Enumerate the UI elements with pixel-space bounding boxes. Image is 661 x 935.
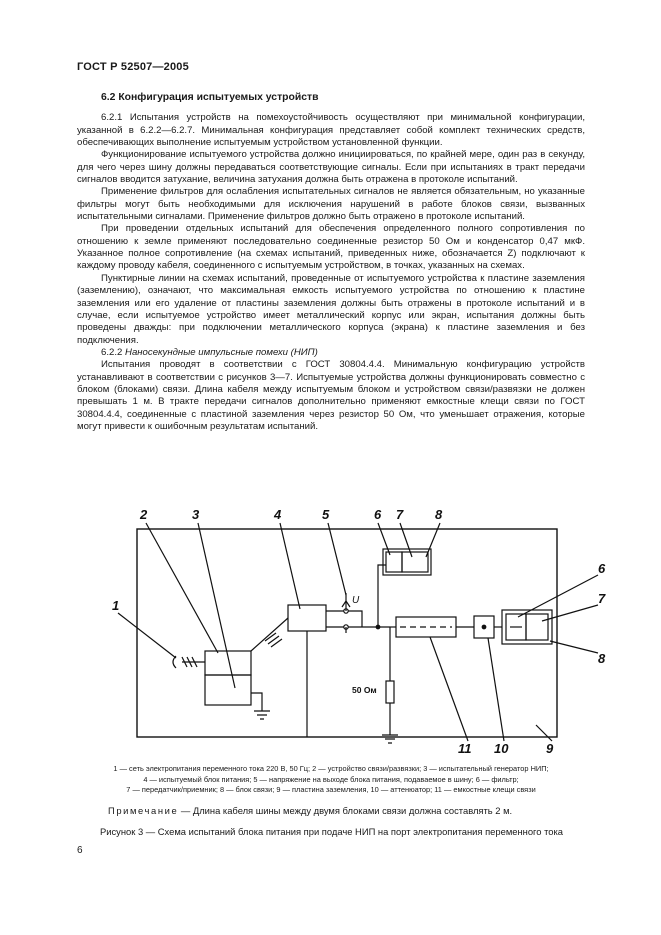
section-title: 6.2 Конфигурация испытуемых устройств bbox=[101, 92, 319, 103]
legend-line-1: 1 — сеть электропитания переменного тока 220 В, 50 Гц; 2 — устройство связи/развязки; 3 — испытательный генератор НИП; bbox=[113, 764, 549, 773]
legend-line-2: 4 — испытуемый блок питания; 5 — напряжение на выходе блока питания, подаваемое в шину; 6 — фильтр; bbox=[143, 774, 519, 784]
leader-11 bbox=[430, 637, 468, 741]
leader-4 bbox=[280, 523, 300, 609]
leader-2 bbox=[146, 523, 218, 653]
leader-9 bbox=[536, 725, 552, 741]
resistor-ground-symbol bbox=[382, 735, 398, 743]
figure-legend bbox=[77, 764, 585, 796]
label-5: 5 bbox=[322, 507, 330, 522]
label-6-top: 6 bbox=[374, 507, 382, 522]
label-4: 4 bbox=[274, 507, 282, 522]
paragraph-4: При проведении отдельных испытаний для обеспечения определенного полного сопротивления по отношению к земле применяют последовательно соединенные резистор 50 Ом и конденсатор 0,47 мкФ. Указанное полное сопротивление (на схемах испытаний, приведенных ниже, обозначается Z) подключают к каждому проводу кабеля, соединенного с испытуемым устройством, в точках, указанных на схемах. bbox=[77, 223, 585, 272]
circuit-diagram bbox=[90, 503, 610, 763]
note-text: — Длина кабеля шины между двумя блоками связи должна составлять 2 м. bbox=[178, 805, 513, 816]
upper-branch-wire bbox=[378, 565, 386, 627]
power-supply-block bbox=[288, 605, 326, 631]
generator-ground-wire bbox=[251, 693, 262, 711]
label-11: 11 bbox=[458, 741, 472, 756]
figure-caption: Рисунок 3 — Схема испытаний блока питания при подаче НИП на порт электропитания переменного тока bbox=[100, 826, 564, 837]
label-9: 9 bbox=[546, 741, 554, 756]
upper-filter-block bbox=[386, 552, 402, 572]
leader-7b bbox=[542, 605, 598, 621]
upper-coupling-block bbox=[383, 549, 431, 575]
leader-6a bbox=[378, 523, 390, 555]
label-7-right: 7 bbox=[598, 591, 606, 606]
label-6-right: 6 bbox=[598, 561, 606, 576]
body-text bbox=[77, 92, 585, 433]
resistor-label: 50 Ом bbox=[352, 685, 377, 695]
paragraph-nip: Испытания проводят в соответствии с ГОСТ 30804.4.4. Минимальную конфигурацию устройств устанавливают в соответствии с рисунков 3—7. Испытуемые устройства должны функционировать совместно с блоком (блоками) связи. Длина кабеля между испытуемым блоком и устройством связи/развязки не должен превышать 1 м. В тракте передачи сигналов дополнительно применяют емкостные клещи связи по ГОСТ 30804.4.4, соединенные с пластиной заземления через резистор 50 Ом, что уменьшает отражения, которые могут привести к ошибочным результатам испытаний. bbox=[77, 359, 585, 432]
test-circuit-figure bbox=[90, 503, 610, 763]
subsection-name: Наносекундные импульсные помехи (НИП) bbox=[125, 346, 318, 358]
subsection-number: 6.2.2 bbox=[101, 346, 123, 358]
leader-5 bbox=[328, 523, 346, 595]
label-3: 3 bbox=[192, 507, 200, 522]
leader-8a bbox=[426, 523, 440, 557]
paragraph-1: 6.2.1 Испытания устройств на помехоустойчивость осуществляют при минимальной конфигурации, указанной в 6.2.2—6.2.7. Минимальная конфигурация представляет собой комплект технических средств, обеспечивающих выполнение испытуемым устройством установленной функции. bbox=[77, 112, 585, 149]
page-number: 6 bbox=[77, 845, 83, 856]
right-transceiver-block bbox=[526, 614, 548, 640]
standard-header: ГОСТ Р 52507—2005 bbox=[77, 61, 189, 73]
figure-note bbox=[108, 805, 588, 816]
subsection-title bbox=[77, 347, 585, 359]
leader-6b bbox=[518, 575, 598, 617]
label-2: 2 bbox=[140, 507, 148, 522]
voltage-symbol: U bbox=[352, 595, 360, 606]
label-10: 10 bbox=[494, 741, 509, 756]
label-8-right: 8 bbox=[598, 651, 606, 666]
ground-symbol bbox=[254, 711, 270, 719]
leader-1 bbox=[118, 613, 176, 658]
resistor-50-ohm bbox=[386, 681, 394, 703]
leader-3 bbox=[198, 523, 235, 688]
label-1: 1 bbox=[112, 598, 120, 613]
right-coupling-block bbox=[502, 610, 552, 644]
paragraph-5: Пунктирные линии на схемах испытаний, проведенные от испытуемого устройства к пластине заземления (заземлению), означают, что максимальная емкость испытуемого устройства по отношению к пластине заземления или его удаление от пластины заземления должны быть отражены в протоколе испытаний и в случае, если испытуемое устройство имеет металлический корпус или экран, испытания должны быть проведены дважды: при подключении металлического корпуса (экрана) к пластине заземления и без подключения. bbox=[77, 272, 585, 346]
upper-transceiver-block bbox=[402, 552, 428, 572]
paragraph-2: Функционирование испытуемого устройства должно инициироваться, по крайней мере, один раз в секунду, для чего через шину должны передаваться соответствующие сигналы. Если при испытаниях в тракт передачи сигналов вводится затухание, величина затухания должна быть отражена в протоколе испытаний. bbox=[77, 149, 585, 186]
bus-main-line bbox=[348, 611, 390, 627]
paragraph-3: Применение фильтров для ослабления испытательных сигналов не является обязательным, но указанные фильтры могут быть необходимыми для исключения нарушений в работе блоков связи, вызванных испытательными сигналами. Применение фильтров должно быть отражено в протоколе испытаний. bbox=[77, 186, 585, 223]
supply-cable bbox=[251, 618, 288, 651]
nip-generator-block bbox=[205, 675, 251, 705]
label-7-top: 7 bbox=[396, 507, 404, 522]
note-prefix: Примечание bbox=[108, 805, 179, 816]
legend-line-3: 7 — передатчик/приемник; 8 — блок связи; 9 — пластина заземления, 10 — аттенюатор; 11 — емкостные клещи связи bbox=[126, 785, 536, 795]
label-8-top: 8 bbox=[435, 507, 443, 522]
leader-10 bbox=[488, 638, 504, 741]
